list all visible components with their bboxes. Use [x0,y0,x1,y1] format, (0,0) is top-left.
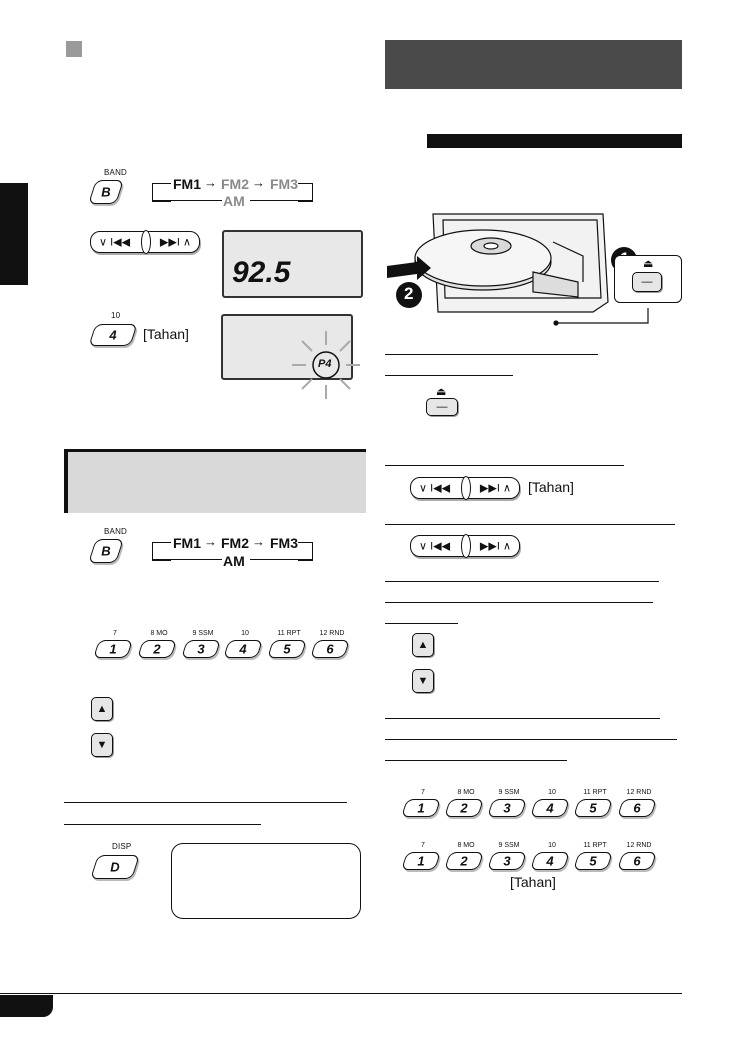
section-heading-bar-dark [385,40,682,89]
page-number-tab [0,995,53,1017]
preset-key: 2 [460,800,468,816]
eject-symbol: ⏏ [436,386,447,398]
footer-rule [0,993,682,994]
preset-2-button[interactable] [137,640,177,658]
preset-1-button[interactable] [93,640,133,658]
down-button[interactable] [91,733,113,757]
band-fm1: FM1 [173,176,201,192]
preset-caption: 12 RND [626,842,652,849]
preset-key: 6 [326,641,334,657]
preset-caption: 9 SSM [498,842,520,849]
preset-caption: 8 MO [150,630,168,637]
preset-key: 2 [460,853,468,869]
seek-right-icon: ▶▶I ∧ [479,540,511,553]
preset-6-button[interactable] [617,852,657,870]
preset-caption: 11 RPT [583,842,607,849]
seek-right-icon: ▶▶I ∧ [159,236,191,249]
preset-6-button[interactable] [617,799,657,817]
eject-symbol: ⏏ [643,258,654,270]
seek-left-icon: ∨ I◀◀ [99,236,131,249]
preset-caption: 8 MO [457,842,475,849]
seek-left-icon: ∨ I◀◀ [419,540,451,553]
section-marker [66,41,82,57]
band-am: AM [223,553,245,569]
preset-key: 1 [417,800,425,816]
band-am: AM [223,193,245,209]
eject-bar-icon: — [436,401,448,413]
band-button-key: B [101,184,111,200]
band-fm2: FM2 [221,176,249,192]
callout-2: 2 [404,284,414,303]
preset-1-button[interactable] [401,799,441,817]
underline-rule [64,802,347,803]
down-arrow-icon: ▼ [417,675,429,687]
up-arrow-icon: ▲ [96,703,108,715]
preset-key: 5 [283,641,291,657]
cycle-line [250,200,312,201]
eject-button[interactable] [632,272,662,292]
up-arrow-icon: ▲ [417,639,429,651]
seek-button[interactable] [90,231,200,253]
preset-caption: 7 [421,789,425,796]
preset-caption: 10 [548,842,556,849]
preset-key-caption: 10 [111,311,121,320]
underline-rule [385,623,458,624]
language-side-tab [0,183,28,285]
down-arrow-icon: ▼ [96,739,108,751]
preset-caption: 11 RPT [583,789,607,796]
preset-4-button[interactable] [88,324,137,346]
preset-6-button[interactable] [310,640,350,658]
cycle-line [152,200,222,201]
preset-caption: 12 RND [626,789,652,796]
hold-label: [Tahan] [528,479,574,495]
frequency-display [222,230,363,298]
seek-button[interactable] [410,477,520,499]
arrow-icon: → [252,534,265,549]
underline-rule [385,718,660,719]
section-heading-bar [64,449,366,513]
up-button[interactable] [91,697,113,721]
preset-1-button[interactable] [401,852,441,870]
band-fm1: FM1 [173,535,201,551]
preset-caption: 9 SSM [192,630,214,637]
arrow-icon: → [204,534,217,549]
preset-key: 4 [546,853,554,869]
band-button[interactable] [88,180,124,204]
preset-caption: 12 RND [319,630,345,637]
preset-indicator: P4 [318,358,332,370]
preset-caption: 7 [113,630,117,637]
display-info-box [171,843,361,919]
preset-4-key: 4 [109,327,117,343]
underline-rule [385,739,677,740]
band-fm3: FM3 [270,176,298,192]
preset-caption: 8 MO [457,789,475,796]
preset-caption: 9 SSM [498,789,520,796]
preset-key: 6 [633,800,641,816]
seek-left-icon: ∨ I◀◀ [419,482,451,495]
underline-rule [385,581,659,582]
frequency-value: 92.5 [232,256,291,289]
disp-button-caption: DISP [112,842,132,851]
cycle-line [250,559,312,560]
seek-right-icon: ▶▶I ∧ [479,482,511,495]
preset-key: 3 [197,641,205,657]
up-button[interactable] [412,633,434,657]
preset-4-button[interactable] [223,640,263,658]
preset-4-button[interactable] [530,799,570,817]
underline-rule [385,760,567,761]
disp-button-key: D [110,859,120,875]
preset-2-button[interactable] [444,799,484,817]
eject-bar-icon: — [641,276,653,288]
band-button-key: B [101,543,111,559]
underline-rule [385,602,653,603]
preset-5-button[interactable] [267,640,307,658]
preset-key: 6 [633,853,641,869]
preset-key: 3 [503,853,511,869]
preset-key: 4 [239,641,247,657]
arrow-icon: → [252,175,265,190]
preset-caption: 7 [421,842,425,849]
preset-key: 1 [109,641,117,657]
underline-rule [64,824,261,825]
band-fm3: FM3 [270,535,298,551]
preset-caption: 10 [241,630,249,637]
down-button[interactable] [412,669,434,693]
eject-button[interactable] [426,398,458,416]
preset-5-button[interactable] [573,852,613,870]
band-button[interactable] [88,539,124,563]
preset-3-button[interactable] [487,852,527,870]
preset-key: 5 [589,800,597,816]
preset-key: 5 [589,853,597,869]
preset-4-button[interactable] [530,852,570,870]
underline-rule [385,375,513,376]
seek-button[interactable] [410,535,520,557]
preset-key: 1 [417,853,425,869]
preset-5-button[interactable] [573,799,613,817]
preset-key: 3 [503,800,511,816]
arrow-icon: → [204,175,217,190]
band-button-caption: BAND [104,168,128,177]
underline-rule [385,354,598,355]
preset-3-button[interactable] [487,799,527,817]
disp-button[interactable] [90,855,140,879]
preset-key: 2 [153,641,161,657]
subheading-bar [427,134,682,148]
seek-divider [461,476,471,500]
seek-divider [461,534,471,558]
hold-label: [Tahan] [143,326,189,342]
preset-key: 4 [546,800,554,816]
preset-2-button[interactable] [444,852,484,870]
seek-divider [141,230,151,254]
hold-label: [Tahan] [510,874,556,890]
band-fm2: FM2 [221,535,249,551]
preset-3-button[interactable] [181,640,221,658]
underline-rule [385,465,624,466]
preset-caption: 11 RPT [277,630,301,637]
underline-rule [385,524,675,525]
cycle-line [152,559,222,560]
preset-caption: 10 [548,789,556,796]
band-button-caption: BAND [104,527,128,536]
